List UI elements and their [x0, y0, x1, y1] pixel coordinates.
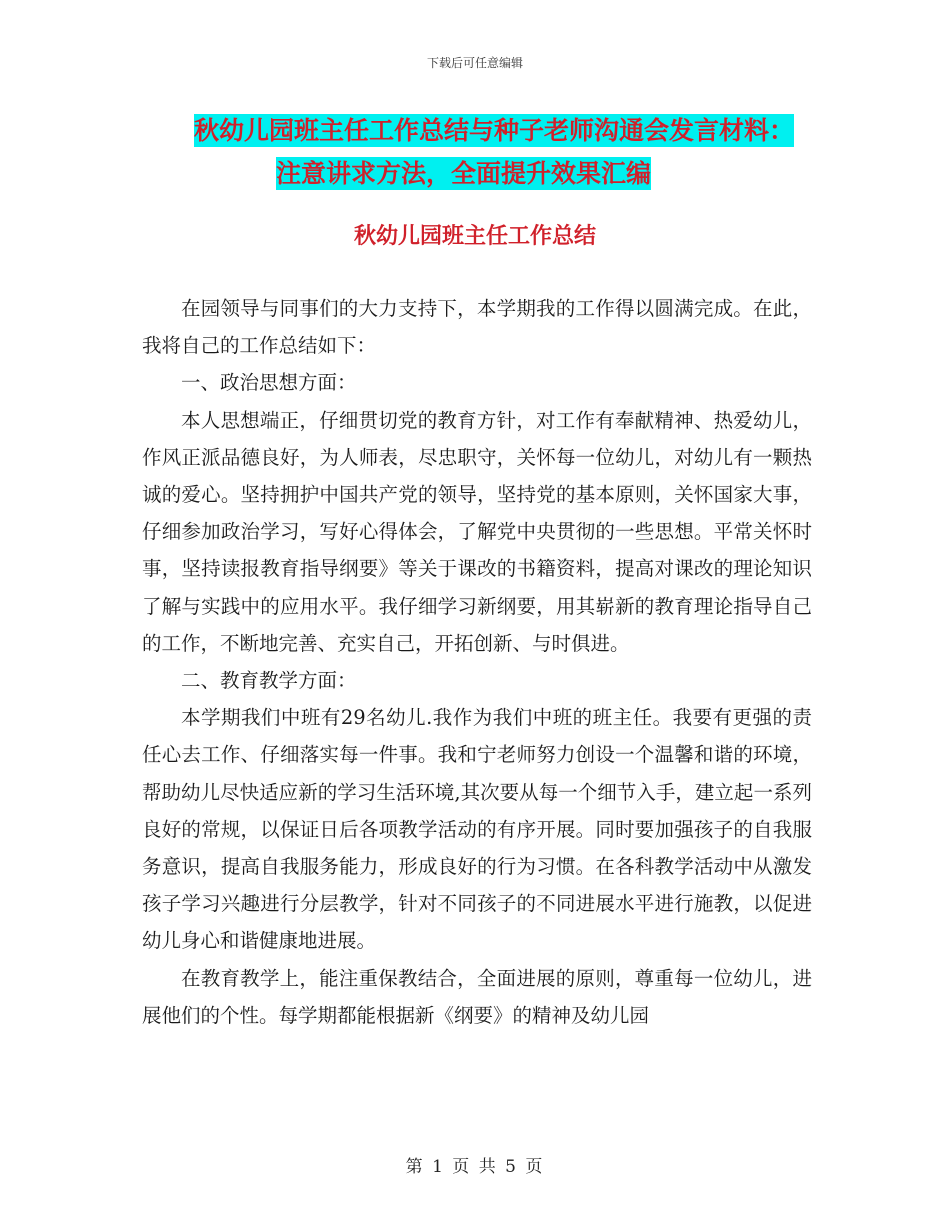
- title-highlight-2: 注意讲求方法，全面提升效果汇编: [276, 159, 652, 188]
- paragraph: 在教育教学上，能注重保教结合，全面进展的原则，尊重每一位幼儿，进展他们的个性。每学期都能根据新《纲要》的精神及幼儿园: [142, 966, 812, 1027]
- document-title-line-2: [0, 154, 950, 194]
- paragraph: 一、政治思想方面：: [181, 371, 357, 395]
- page-header-note: 下载后可任意编辑: [426, 56, 523, 70]
- section-heading: 秋幼儿园班主任工作总结: [353, 223, 596, 249]
- paragraph: 本人思想端正，仔细贯切党的教育方针，对工作有奉献精神、热爱幼儿，作风正派品德良好，为人师表，尽忠职守，关怀每一位幼儿，对幼儿有一颗热诚的爱心。坚持拥护中国共产党的领导，坚持党的基本原则，关怀国家大事，仔细参加政治学习，写好心得体会，了解党中央贯彻的一些思想。平常关怀时事，坚持读报教育指导纲要》等关于课改的书籍资料，提高对课改的理论知识了解与实践中的应用水平。我仔细学习新纲要，用其崭新的教育理论指导自己的工作，不断地完善、充实自己，开拓创新、与时俱进。: [142, 408, 812, 655]
- paragraph: 二、教育教学方面：: [181, 669, 357, 693]
- document-title-line-1: [0, 111, 950, 151]
- title-highlight-1: 秋幼儿园班主任工作总结与种子老师沟通会发言材料：: [193, 116, 794, 145]
- paragraph: 在园领导与同事们的大力支持下，本学期我的工作得以圆满完成。在此，我将自己的工作总结如下：: [142, 297, 812, 358]
- page-number-footer: 第 1 页 共 5 页: [405, 1157, 545, 1177]
- paragraph: 本学期我们中班有29名幼儿.我作为我们中班的班主任。我要有更强的责任心去工作、仔细落实每一件事。我和宁老师努力创设一个温馨和谐的环境，帮助幼儿尽快适应新的学习生活环境,其次要从每一个细节入手，建立起一系列良好的常规，以保证日后各项教学活动的有序开展。同时要加强孩子的自我服务意识，提高自我服务能力，形成良好的行为习惯。在各科教学活动中从激发孩子学习兴趣进行分层教学，针对不同孩子的不同进展水平进行施教，以促进幼儿身心和谐健康地进展。: [142, 706, 812, 953]
- document-body: [142, 290, 812, 1034]
